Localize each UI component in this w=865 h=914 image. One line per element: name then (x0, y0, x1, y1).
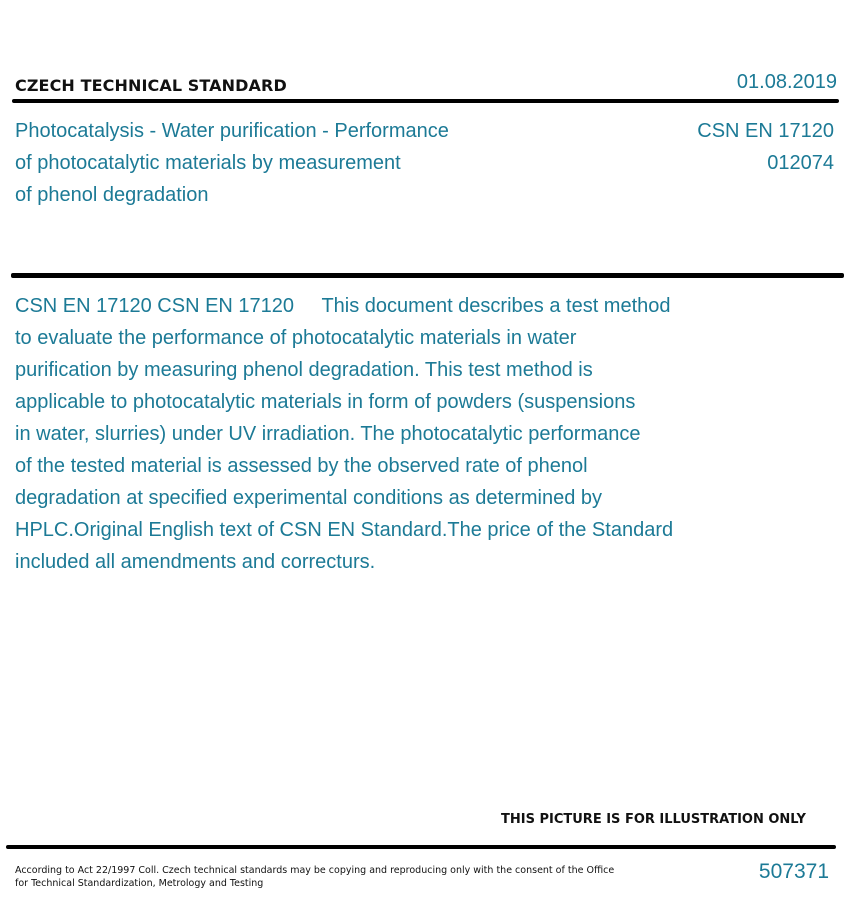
header-rule (12, 99, 839, 103)
section-rule (11, 273, 844, 278)
legal-footnote (15, 864, 614, 890)
publication-date: 01.08.2019 (736, 71, 837, 93)
description-line: included all amendments and correcturs. (15, 551, 376, 573)
standard-title (15, 115, 535, 211)
footer-rule (6, 845, 836, 849)
description-line: degradation at specified experimental conditions as determined by (15, 487, 603, 509)
title-line: of photocatalytic materials by measurement (15, 152, 401, 174)
catalog-code: 012074 (767, 152, 834, 174)
legal-line: for Technical Standardization, Metrology and Testing (15, 878, 264, 889)
standard-description (15, 290, 735, 578)
description-line: to evaluate the performance of photocatalytic materials in water (15, 327, 577, 349)
description-line: purification by measuring phenol degradation. This test method is (15, 359, 593, 381)
standard-type-heading: CZECH TECHNICAL STANDARD (15, 76, 287, 95)
description-line: CSN EN 17120 CSN EN 17120 This document describes a test method (15, 295, 671, 317)
description-line: HPLC.Original English text of CSN EN Standard.The price of the Standard (15, 519, 674, 541)
description-line: applicable to photocatalytic materials in form of powders (suspensions (15, 391, 636, 413)
title-line: of phenol degradation (15, 184, 209, 206)
description-line: in water, slurries) under UV irradiation. The photocatalytic performance (15, 423, 641, 445)
title-line: Photocatalysis - Water purification - Performance (15, 120, 449, 142)
illustration-notice: THIS PICTURE IS FOR ILLUSTRATION ONLY (501, 812, 806, 827)
description-line: of the tested material is assessed by the observed rate of phenol (15, 455, 588, 477)
document-number: 507371 (758, 860, 829, 883)
standard-identifiers (697, 115, 834, 179)
legal-line: According to Act 22/1997 Coll. Czech technical standards may be copying and reproducing only with the consent of the Office (15, 865, 615, 876)
standard-code: CSN EN 17120 (697, 120, 834, 142)
